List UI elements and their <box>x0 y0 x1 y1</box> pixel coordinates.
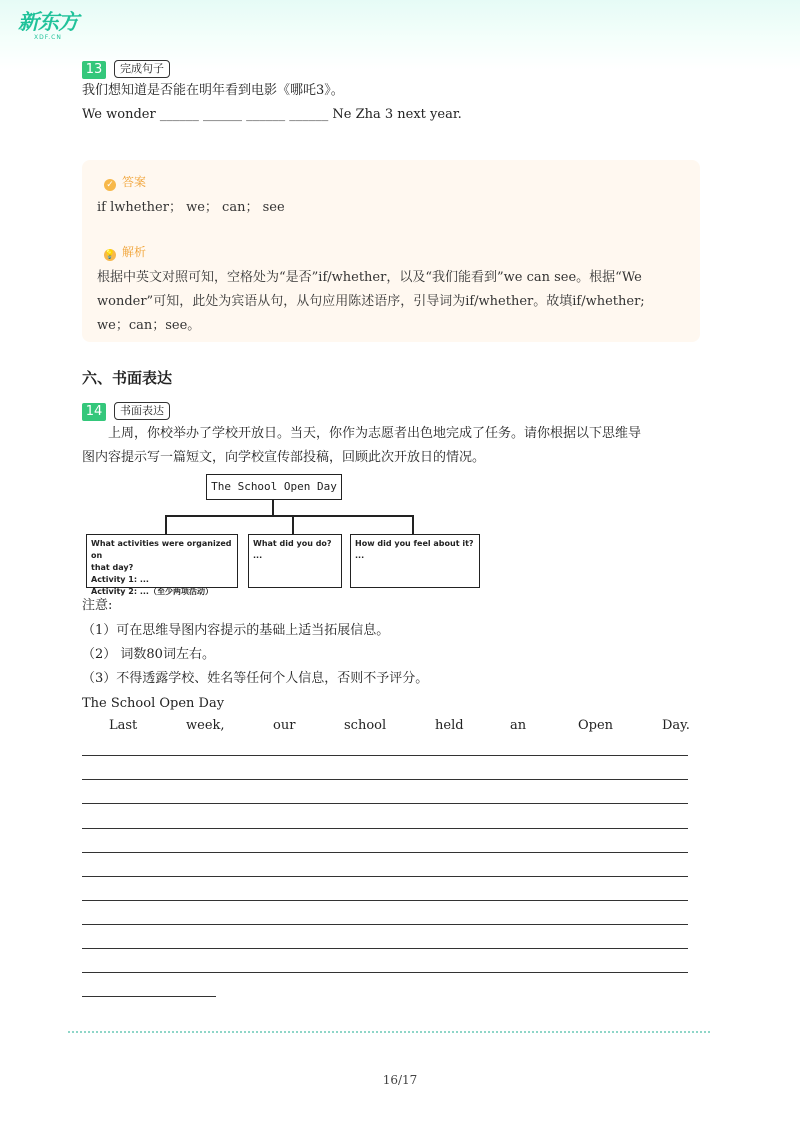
mindmap-box-feel-line-2: ... <box>355 551 365 560</box>
mindmap-box-what-did-line-1: What did you do? <box>253 539 332 548</box>
mindmap-box-feel <box>350 534 480 588</box>
mindmap-box-what-did-line-2: ... <box>253 551 263 560</box>
question-14-type-tag: 书面表达 <box>114 402 170 420</box>
answer-heading <box>104 173 146 191</box>
question-14-prompt-line-1: 上周，你校举办了学校开放日。当天，你作为志愿者出色地完成了任务。请你根据以下思维导 <box>108 426 642 441</box>
writing-line-short <box>82 996 216 997</box>
analysis-line-2: wonder”可知，此处为宾语从句，从句应用陈述语序，引导词为if/whether。故填if/whether; <box>97 294 645 309</box>
mindmap-box-activities-line-3: Activity 1: ... <box>91 575 149 584</box>
note-3: （3）不得透露学校、姓名等任何个人信息，否则不予评分。 <box>82 671 429 686</box>
analysis-heading <box>104 243 146 261</box>
analysis-label: 解析 <box>122 245 147 259</box>
mindmap-root: The School Open Day <box>206 474 342 500</box>
question-14-number: 14 <box>82 403 106 421</box>
blank-2: ______ <box>202 107 242 122</box>
notes-title: 注意: <box>82 598 113 613</box>
analysis-line-1: 根据中英文对照可知，空格处为“是否”if/whether，以及“我们能看到”we can see。根据“We <box>97 270 642 285</box>
question-14-prompt-line-2: 图内容提示写一篇短文，向学校宣传部投稿，回顾此次开放日的情况。 <box>82 450 486 465</box>
mindmap-connector-middle <box>292 515 294 535</box>
check-icon: ✓ <box>104 179 116 191</box>
mindmap-box-activities-line-2: that day? <box>91 563 134 572</box>
mindmap-box-activities <box>86 534 238 596</box>
blank-3: ______ <box>246 107 286 122</box>
question-13-number: 13 <box>82 61 106 79</box>
sentence-start: We wonder <box>82 107 156 122</box>
lightbulb-icon: 💡 <box>104 250 116 260</box>
mindmap-connector-left <box>165 515 167 535</box>
writing-line <box>82 876 688 877</box>
mindmap-box-feel-line-1: How did you feel about it? <box>355 539 474 548</box>
mindmap-box-activities-line-1: What activities were organized on <box>91 539 232 560</box>
mindmap-connector-stem <box>272 500 274 516</box>
answer-text: if lwhether； we； can； see <box>97 200 285 215</box>
essay-word: held <box>435 718 464 733</box>
question-13-prompt: 我们想知道是否能在明年看到电影《哪吒3》。 <box>82 83 344 98</box>
essay-word: our <box>273 718 296 733</box>
xdf-logo <box>18 10 88 46</box>
question-13-type-tag: 完成句子 <box>114 60 170 78</box>
writing-line <box>82 948 688 949</box>
analysis-line-3: we；can；see。 <box>97 318 201 333</box>
page-number: 16/17 <box>382 1073 418 1087</box>
essay-word: Day. <box>662 718 690 733</box>
writing-line <box>82 779 688 780</box>
logo-subtext: XDF.CN <box>34 34 62 41</box>
question-13-sentence <box>82 106 462 124</box>
answer-label: 答案 <box>122 175 147 189</box>
mindmap-connector-bar <box>165 515 413 517</box>
writing-line <box>82 755 688 756</box>
blank-4: ______ <box>289 107 329 122</box>
writing-line <box>82 852 688 853</box>
note-1: （1）可在思维导图内容提示的基础上适当拓展信息。 <box>82 623 390 638</box>
essay-word: week, <box>186 718 225 733</box>
sentence-end: Ne Zha 3 next year. <box>332 107 462 122</box>
mindmap-connector-right <box>412 515 414 535</box>
writing-line <box>82 900 688 901</box>
answer-analysis-box <box>82 160 700 342</box>
writing-line <box>82 803 688 804</box>
essay-word: school <box>344 718 387 733</box>
mindmap-box-what-did <box>248 534 342 588</box>
mindmap-box-activities-line-4: Activity 2: ...（至少两项活动） <box>91 587 213 596</box>
logo-text: 新东方 <box>18 10 78 34</box>
footer-divider <box>68 1031 710 1033</box>
essay-title: The School Open Day <box>82 696 225 711</box>
writing-line <box>82 972 688 973</box>
section-title: 六、书面表达 <box>82 369 173 387</box>
essay-word: Open <box>578 718 614 733</box>
note-2: （2） 词数80词左右。 <box>82 647 215 662</box>
essay-word: Last <box>109 718 138 733</box>
writing-line <box>82 924 688 925</box>
essay-word: an <box>510 718 527 733</box>
blank-1: ______ <box>159 107 199 122</box>
writing-line <box>82 828 688 829</box>
